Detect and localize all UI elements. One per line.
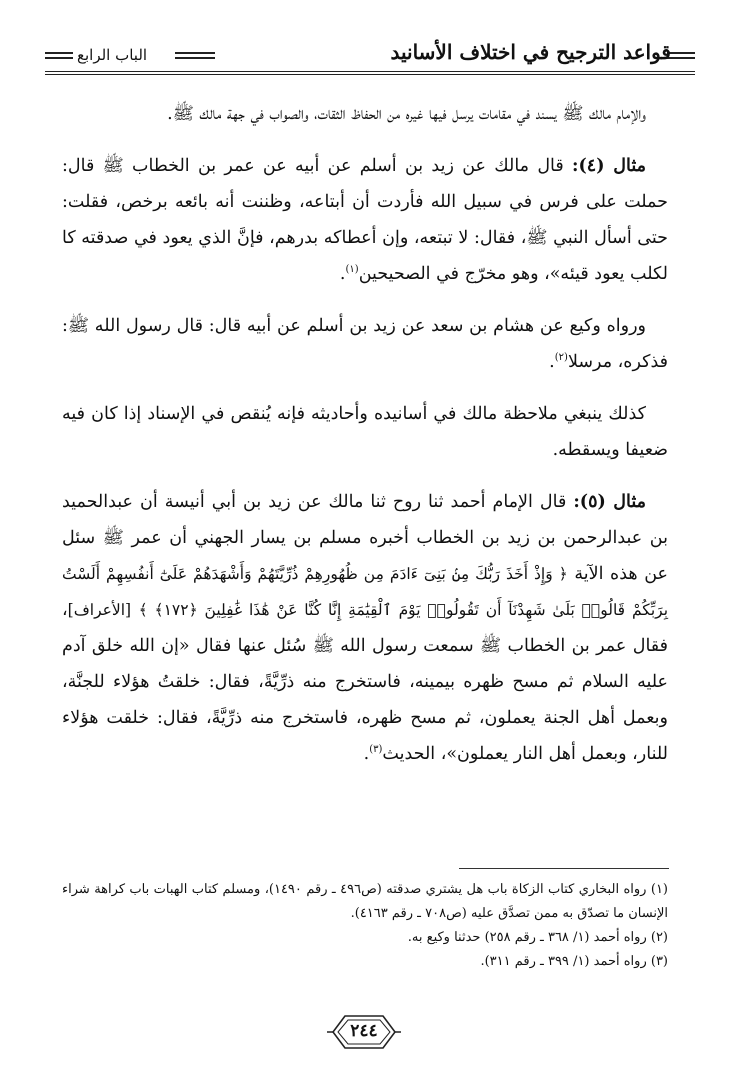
paragraph-text: ورواه وكيع عن هشام بن سعد عن زيد بن أسلم عن أبيه قال: قال رسول الله ﷺ: فذكره، مرسلا (62, 316, 668, 372)
paragraph-text: كذلك ينبغي ملاحظة مالك في أسانيده وأحاديثه فإنه يُنقص في الإسناد إذا كان فيه ضعيفا ويسقطه. (62, 404, 668, 460)
footnote: (١) رواه البخاري كتاب الزكاة باب هل يشتري صدقته (ص٤٩٦ ـ رقم ١٤٩٠)، ومسلم كتاب الهبات باب كراهة شراء الإنسان ما تصدّق به ممن تصدَّق عليه (ص٧٠٨ ـ رقم ٤١٦٣). (62, 882, 668, 921)
example-label: مثال (٤): (572, 156, 646, 176)
footnotes (62, 878, 668, 974)
page-number (325, 1010, 403, 1054)
paragraph-text: ، فقال عمر بن الخطاب ﷺ سمعت رسول الله ﷺ سُئل عنها فقال «إن الله خلق آدم عليه السلام ثم مسح ظهره بيمينه، فاستخرج منه ذرِّيَّةً، فقال: خلقتُ هؤلاء للجنَّة، وبعمل أهل الجنة يعملون، ثم مسح ظهره، فاستخرج منه ذرِّيَّةً، فقال: خلقت هؤلاء للنار، وبعمل أهل النار يعملون»، الحديث (62, 600, 668, 764)
chapter-title: الباب الرابع (77, 46, 148, 64)
paragraph (62, 148, 668, 292)
paragraph (62, 96, 668, 132)
quran-verse: ﴿ وَإِذْ أَخَذَ رَبُّكَ مِنۢ بَنِىٓ ءَادَمَ مِن ظُهُورِهِمْ ذُرِّيَّتَهُمْ وَأَشْهَدَهُمْ عَلَىٰٓ أَنفُسِهِمْ أَلَسْتُ بِرَبِّكُمْ قَالُوا۟ بَلَىٰ شَهِدْنَآ أَن تَقُولُوا۟ يَوْمَ ٱلْقِيَٰمَةِ إِنَّا كُنَّا عَنْ هَٰذَا غَٰفِلِينَ ﴿١٧٢﴾ ﴾ (62, 565, 669, 619)
paragraph (62, 308, 668, 380)
header-ornament (45, 52, 73, 59)
footnote-ref[interactable]: (٣) (369, 744, 383, 756)
footnote: (٢) رواه أحمد (١/ ٣٦٨ ـ رقم ٢٥٨) حدثنا وكيع به. (407, 930, 668, 945)
example-label: مثال (٥): (573, 492, 647, 512)
header-rule (45, 71, 695, 72)
main-text (62, 96, 668, 788)
paragraph (62, 396, 668, 468)
footnote: (٣) رواه أحمد (١/ ٣٩٩ ـ رقم ٣١١). (480, 954, 668, 969)
punctuation: . (339, 264, 346, 284)
quran-reference: [الأعراف] (67, 601, 132, 619)
book-title: قواعد الترجيح في اختلاف الأسانيد (390, 40, 671, 64)
footnote-ref[interactable]: (٢) (554, 352, 568, 364)
footnote-ref[interactable]: (١) (345, 264, 359, 276)
punctuation: . (549, 352, 555, 372)
footnote-separator (459, 868, 669, 869)
header-ornament (175, 52, 215, 59)
paragraph-text: والإمام مالك ﷺ يسند في مقامات يرسل فيها غيره من الحفاظ الثقات، والصواب في جهة مالك ﷺ. (167, 104, 646, 124)
paragraph-text: قال الإمام أحمد ثنا روح ثنا مالك عن زيد بن أبي أنيسة أن عبدالحميد بن عبدالرحمن بن زيد بن الخطاب أخبره مسلم بن يسار الجهني أن عمر ﷺ سئل عن هذه الآية (62, 492, 668, 584)
header-ornament (667, 52, 695, 59)
punctuation: . (363, 744, 370, 764)
header-rule (45, 74, 695, 75)
page-header (45, 38, 695, 78)
page-number-text: ٢٤٤ (350, 1021, 378, 1041)
paragraph-text: قال مالك عن زيد بن أسلم عن أبيه عن عمر بن الخطاب ﷺ قال: حملت على فرس في سبيل الله فأردت أن أبتاعه، وظننت أنه بائعه برخص، فقلت: حتى أسأل النبي ﷺ، فقال: لا تبتعه، وإن أعطاكه بدرهم، فإنَّ الذي يعود في صدقته كا لكلب يعود قيئه»، وهو مخرّج في الصحيحين (62, 156, 668, 284)
paragraph (62, 484, 668, 772)
